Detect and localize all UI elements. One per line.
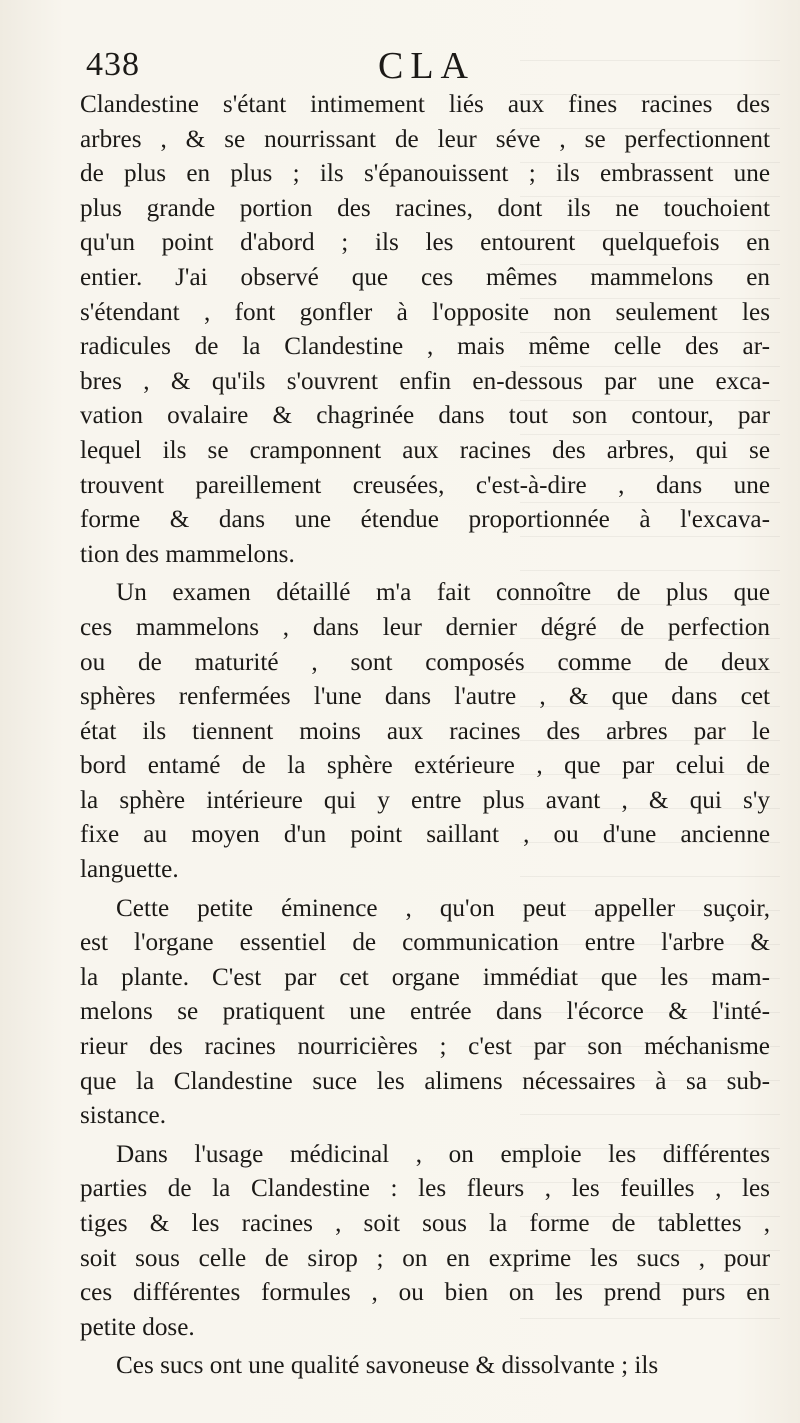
text-line: Dans l'usage médicinal , on emploie les différentes xyxy=(116,1140,770,1168)
running-head: CLA xyxy=(378,45,475,87)
text-line: entier. J'ai observé que ces mêmes mammelons en xyxy=(80,263,770,291)
text-line: petite dose. xyxy=(80,1313,195,1341)
paragraph xyxy=(80,1138,770,1346)
text-line: tiges & les racines , soit sous la forme de tablettes , xyxy=(80,1210,770,1237)
text-line: sphères renfermées l'une dans l'autre , & que dans cet xyxy=(80,683,770,711)
text-line: languette. xyxy=(80,856,179,884)
text-line: Cette petite éminence , qu'on peut appeller suçoir, xyxy=(116,894,770,922)
paragraph xyxy=(80,892,770,1134)
text-line: Clandestine s'étant intimement liés aux fines racines des xyxy=(80,91,770,118)
text-line: lequel ils se cramponnent aux racines des arbres, qui se xyxy=(80,436,770,464)
paragraph xyxy=(80,88,770,572)
text-line: la plante. C'est par cet organe immédiat que les mam- xyxy=(80,963,770,991)
text-line: trouvent pareillement creusées, c'est-à-dire , dans une xyxy=(80,471,770,499)
text-line: ces mammelons , dans leur dernier dégré de perfection xyxy=(80,613,770,641)
text-line: parties de la Clandestine : les fleurs , les feuilles , les xyxy=(80,1175,770,1203)
text-line: rieur des racines nourricières ; c'est par son méchanisme xyxy=(80,1033,770,1061)
text-line: Ces sucs ont une qualité savoneuse & dissolvante ; ils xyxy=(116,1352,659,1380)
text-line: tion des mammelons. xyxy=(80,540,295,568)
text-line: bres , & qu'ils s'ouvrent enfin en-dessous par une exca- xyxy=(80,367,770,395)
paragraph xyxy=(80,1349,770,1384)
text-line: arbres , & se nourrissant de leur séve , se perfectionnent xyxy=(80,125,770,153)
paragraph xyxy=(80,576,770,887)
text-line: qu'un point d'abord ; ils les entourent quelquefois en xyxy=(80,229,770,257)
text-line: plus grande portion des racines, dont ils ne touchoient xyxy=(80,194,770,222)
text-line: Un examen détaillé m'a fait connoître de plus que xyxy=(116,579,770,607)
body-text xyxy=(80,88,770,1388)
text-line: état ils tiennent moins aux racines des arbres par le xyxy=(80,717,770,745)
text-line: radicules de la Clandestine , mais même celle des ar- xyxy=(80,333,770,361)
text-line: forme & dans une étendue proportionnée à l'excava- xyxy=(80,506,770,534)
text-line: sistance. xyxy=(80,1102,167,1130)
text-line: fixe au moyen d'un point saillant , ou d'une ancienne xyxy=(80,821,770,849)
text-line: vation ovalaire & chagrinée dans tout son contour, par xyxy=(80,402,770,430)
text-line: ou de maturité , sont composés comme de deux xyxy=(80,648,770,676)
text-line: soit sous celle de sirop ; on en exprime les sucs , pour xyxy=(80,1244,770,1272)
page-number: 438 xyxy=(86,46,140,83)
text-line: est l'organe essentiel de communication entre l'arbre & xyxy=(80,929,770,957)
text-line: que la Clandestine suce les alimens nécessaires à sa sub- xyxy=(80,1067,770,1095)
text-line: melons se pratiquent une entrée dans l'écorce & l'inté- xyxy=(80,998,770,1026)
text-line: s'étendant , font gonfler à l'opposite non seulement les xyxy=(80,298,770,326)
text-line: la sphère intérieure qui y entre plus avant , & qui s'y xyxy=(80,786,770,814)
text-line: ces différentes formules , ou bien on les prend purs en xyxy=(80,1279,770,1307)
text-line: bord entamé de la sphère extérieure , que par celui de xyxy=(80,752,770,780)
page-header xyxy=(86,42,760,90)
text-line: de plus en plus ; ils s'épanouissent ; ils embrassent une xyxy=(80,160,770,188)
